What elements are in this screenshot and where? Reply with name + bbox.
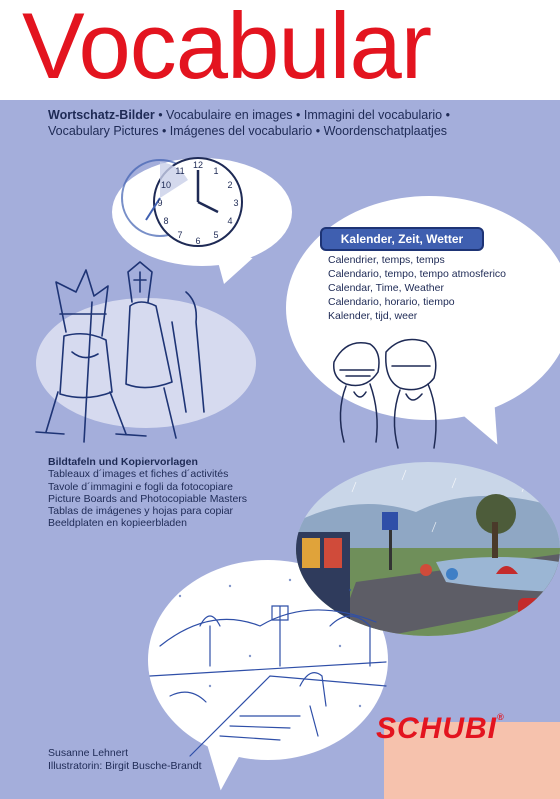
clock-number-12: 12 xyxy=(192,160,204,170)
subtitle-line2: Vocabulary Pictures • Imágenes del vocabulario • Woordenschatplaatjes xyxy=(48,124,448,138)
topic-title-box xyxy=(320,227,484,251)
topic-line-fr: Calendrier, temps, temps xyxy=(328,254,445,266)
clocks-illustration xyxy=(118,150,248,260)
clock-number-6: 6 xyxy=(195,236,201,246)
clock-number-2: 2 xyxy=(227,180,233,190)
boards-line-en: Picture Boards and Photocopiable Masters xyxy=(48,492,248,505)
topic-line-en: Calendar, Time, Weather xyxy=(328,282,444,294)
subtitle-bold: Wortschatz-Bilder xyxy=(48,108,155,122)
topic-translations xyxy=(328,253,506,323)
bishop-figures-illustration xyxy=(36,262,206,446)
subtitle-line1: • Vocabulaire en images • Immagini del vocabulario • xyxy=(154,108,450,122)
author-name: Susanne Lehnert xyxy=(48,747,128,759)
clock-number-3: 3 xyxy=(233,198,239,208)
boards-line-it: Tavole d´immagini e fogli da fotocopiare xyxy=(48,480,234,493)
credits xyxy=(48,747,201,773)
children-winter-illustration xyxy=(326,332,446,452)
illustrator-name: Illustratorin: Birgit Busche-Brandt xyxy=(48,760,202,772)
logo-text: SCHUBI xyxy=(376,712,498,745)
schubi-logo xyxy=(376,712,505,746)
clock-number-4: 4 xyxy=(227,216,233,226)
clock-number-7: 7 xyxy=(177,230,183,240)
boards-line-es: Tablas de imágenes y hojas para copiar xyxy=(48,505,234,518)
clock-number-9: 9 xyxy=(157,198,163,208)
boards-title: Bildtafeln und Kopiervorlagen xyxy=(48,456,198,468)
picture-boards-text xyxy=(48,456,247,530)
clock-number-11: 11 xyxy=(175,166,185,176)
topic-title: Kalender, Zeit, Wetter xyxy=(340,232,464,246)
clock-number-5: 5 xyxy=(213,230,219,240)
winter-sketch-illustration xyxy=(150,566,386,756)
topic-line-nl: Kalender, tijd, weer xyxy=(328,310,418,322)
clock-number-1: 1 xyxy=(213,166,219,176)
registered-mark: ® xyxy=(497,712,505,722)
topic-line-es: Calendario, horario, tiempo xyxy=(328,296,455,308)
clock-number-10: 10 xyxy=(160,180,172,190)
boards-line-fr: Tableaux d´images et fiches d´activités xyxy=(48,468,229,481)
clock-number-8: 8 xyxy=(163,216,169,226)
boards-line-nl: Beeldplaten en kopieerbladen xyxy=(48,517,187,530)
topic-line-it: Calendario, tempo, tempo atmosferico xyxy=(328,268,507,280)
subtitle xyxy=(48,107,450,139)
book-title: Vocabular xyxy=(22,0,432,98)
